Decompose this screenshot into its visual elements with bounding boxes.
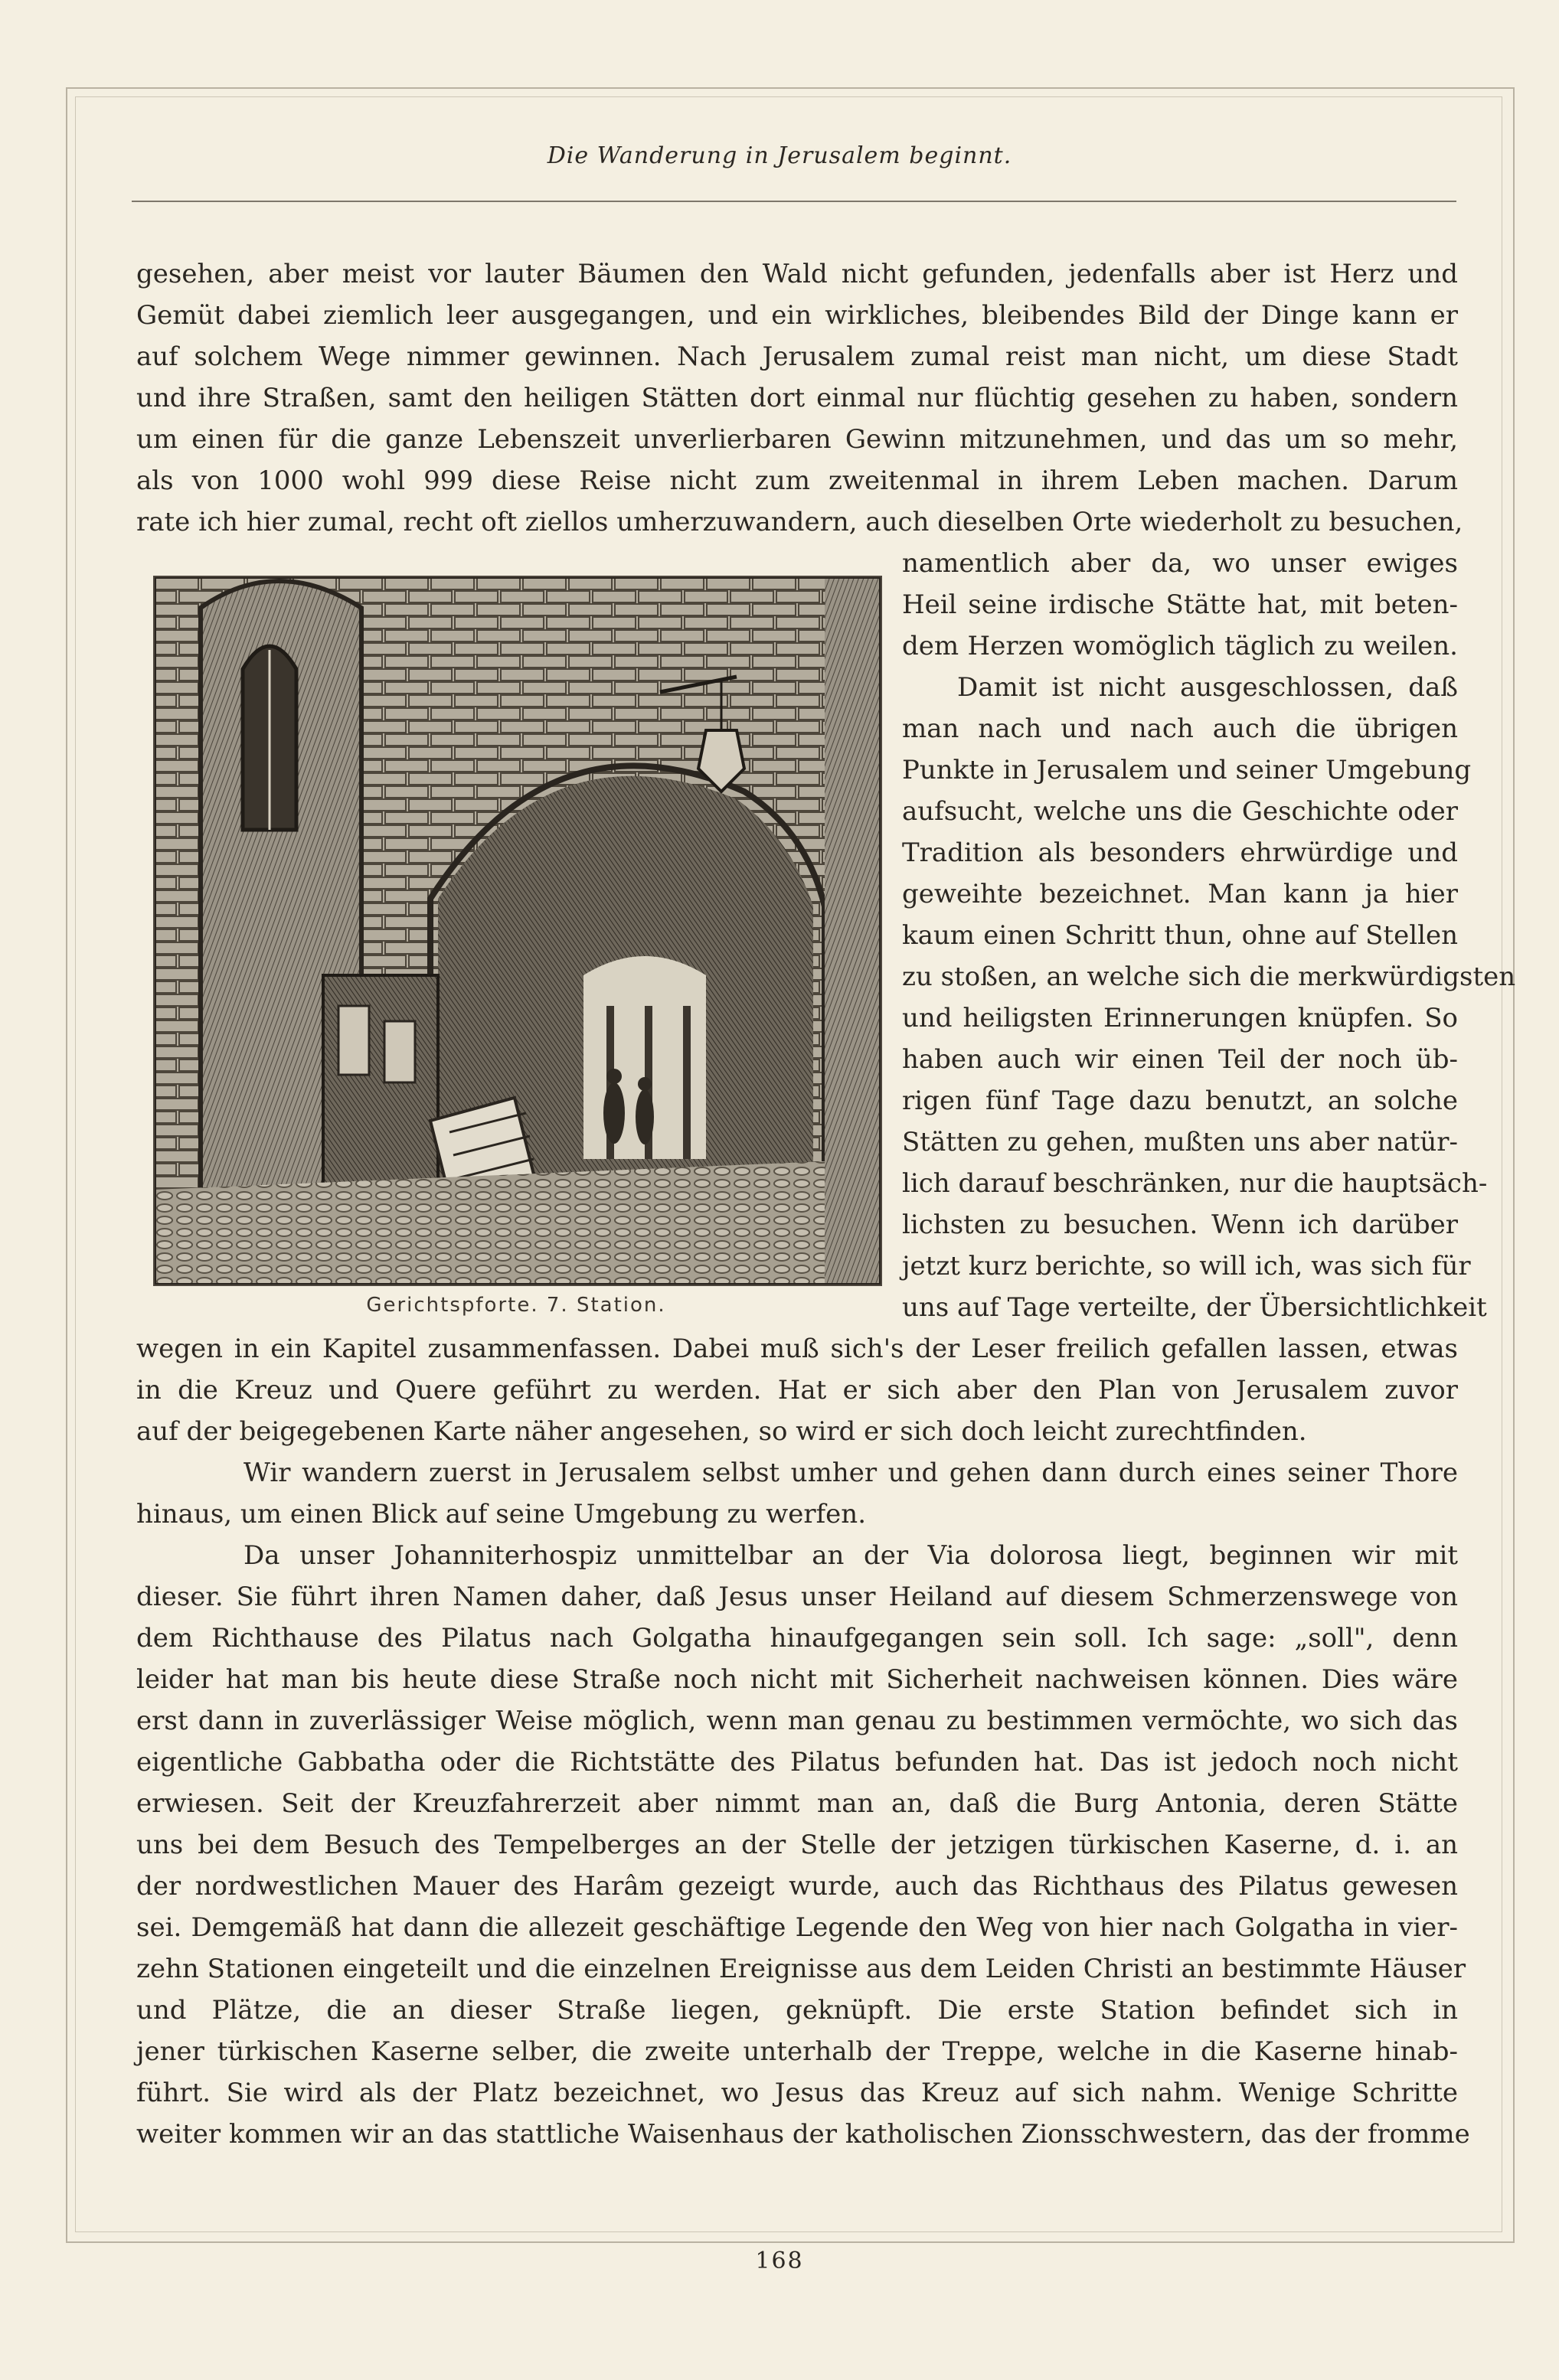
text-line: kaum einen Schritt thun, ohne auf Stellen xyxy=(902,920,1458,951)
text-line: jener türkischen Kaserne selber, die zweite unterhalb der Treppe, welche in die Kaserne hinab- xyxy=(136,2036,1458,2067)
text-line: sei. Demgemäß hat dann die allezeit geschäftige Legende den Weg von hier nach Golgatha in vier- xyxy=(136,1912,1458,1943)
engraving-illustration xyxy=(153,576,882,1286)
page-number: 168 xyxy=(755,2248,804,2274)
text-line: wegen in ein Kapitel zusammenfassen. Dabei muß sich's der Leser freilich gefallen lassen, etwas xyxy=(136,1334,1458,1364)
text-line: Punkte in Jerusalem und seiner Umgebung xyxy=(902,755,1472,785)
text-line: und heiligsten Erinnerungen knüpfen. So xyxy=(902,1003,1458,1033)
text-line: der nordwestlichen Mauer des Harâm gezeigt wurde, auch das Richthaus des Pilatus gewesen xyxy=(136,1871,1458,1902)
text-line: haben auch wir einen Teil der noch üb- xyxy=(902,1044,1458,1075)
text-line: uns auf Tage verteilte, der Übersichtlichkeit xyxy=(902,1292,1487,1323)
text-line: Damit ist nicht ausgeschlossen, daß xyxy=(957,672,1458,703)
text-line: lich darauf beschränken, nur die hauptsäch- xyxy=(902,1168,1488,1199)
text-line: man nach und nach auch die übrigen xyxy=(902,713,1458,744)
figure-caption: Gerichtspforte. 7. Station. xyxy=(366,1294,666,1317)
text-line: namentlich aber da, wo unser ewiges xyxy=(902,548,1458,579)
text-line: zu stoßen, an welche sich die merkwürdigsten xyxy=(902,961,1516,992)
text-line: gesehen, aber meist vor lauter Bäumen den Wald nicht gefunden, jedenfalls aber ist Herz und xyxy=(136,259,1458,289)
text-line: lichsten zu besuchen. Wenn ich darüber xyxy=(902,1210,1458,1240)
running-head: Die Wanderung in Jerusalem beginnt. xyxy=(547,142,1012,169)
text-line: jetzt kurz berichte, so will ich, was sich für xyxy=(902,1251,1471,1281)
text-line: und Plätze, die an dieser Straße liegen, geknüpft. Die erste Station befindet sich in xyxy=(136,1995,1458,2026)
text-line: eigentliche Gabbatha oder die Richtstätte des Pilatus befunden hat. Das ist jedoch noch nicht xyxy=(136,1747,1458,1778)
text-line: in die Kreuz und Quere geführt zu werden. Hat er sich aber den Plan von Jerusalem zuvor xyxy=(136,1375,1458,1405)
text-line: erwiesen. Seit der Kreuzfahrerzeit aber nimmt man an, daß die Burg Antonia, deren Stätte xyxy=(136,1788,1458,1819)
text-line: auf der beigegebenen Karte näher angesehen, so wird er sich doch leicht zurechtfinden. xyxy=(136,1416,1307,1447)
text-line: Da unser Johanniterhospiz unmittelbar an der Via dolorosa liegt, beginnen wir mit xyxy=(243,1540,1458,1571)
text-line: dem Herzen womöglich täglich zu weilen. xyxy=(902,631,1458,661)
text-line: um einen für die ganze Lebenszeit unverlierbaren Gewinn mitzunehmen, und das um so mehr, xyxy=(136,424,1458,455)
text-line: weiter kommen wir an das stattliche Waisenhaus der katholischen Zionsschwestern, das der fromme xyxy=(136,2119,1470,2150)
text-line: rate ich hier zumal, recht oft ziellos umherzuwandern, auch dieselben Orte wiederholt zu besuchen, xyxy=(136,507,1463,537)
text-line: dieser. Sie führt ihren Namen daher, daß Jesus unser Heiland auf diesem Schmerzenswege von xyxy=(136,1582,1458,1612)
text-line: rigen fünf Tage dazu benutzt, an solche xyxy=(902,1086,1458,1116)
text-line: Stätten zu gehen, mußten uns aber natür- xyxy=(902,1127,1458,1157)
text-line: aufsucht, welche uns die Geschichte oder xyxy=(902,796,1458,827)
text-line: geweihte bezeichnet. Man kann ja hier xyxy=(902,879,1458,909)
text-line: leider hat man bis heute diese Straße noch nicht mit Sicherheit nachweisen können. Dies wäre xyxy=(136,1664,1458,1695)
text-line: uns bei dem Besuch des Tempelberges an der Stelle der jetzigen türkischen Kaserne, d. i. an xyxy=(136,1830,1458,1860)
text-line: dem Richthause des Pilatus nach Golgatha hinaufgegangen sein soll. Ich sage: „soll", denn xyxy=(136,1623,1458,1654)
text-line: zehn Stationen eingeteilt und die einzelnen Ereignisse aus dem Leiden Christi an bestimmte Häuser xyxy=(136,1954,1466,1984)
text-line: und ihre Straßen, samt den heiligen Stätten dort einmal nur flüchtig gesehen zu haben, sondern xyxy=(136,383,1458,413)
text-line: Wir wandern zuerst in Jerusalem selbst umher und gehen dann durch eines seiner Thore xyxy=(243,1458,1458,1488)
text-line: auf solchem Wege nimmer gewinnen. Nach Jerusalem zumal reist man nicht, um diese Stadt xyxy=(136,341,1458,372)
text-line: Tradition als besonders ehrwürdige und xyxy=(902,837,1458,868)
text-line: führt. Sie wird als der Platz bezeichnet, wo Jesus das Kreuz auf sich nahm. Wenige Schritte xyxy=(136,2078,1458,2108)
text-line: Heil seine irdische Stätte hat, mit beten- xyxy=(902,589,1458,620)
text-line: erst dann in zuverlässiger Weise möglich, wenn man genau zu bestimmen vermöchte, wo sich das xyxy=(136,1706,1458,1736)
text-line: hinaus, um einen Blick auf seine Umgebung zu werfen. xyxy=(136,1499,866,1530)
header-rule xyxy=(132,201,1456,202)
text-line: als von 1000 wohl 999 diese Reise nicht zum zweitenmal in ihrem Leben machen. Darum xyxy=(136,465,1458,496)
text-line: Gemüt dabei ziemlich leer ausgegangen, und ein wirkliches, bleibendes Bild der Dinge kann er xyxy=(136,300,1458,331)
